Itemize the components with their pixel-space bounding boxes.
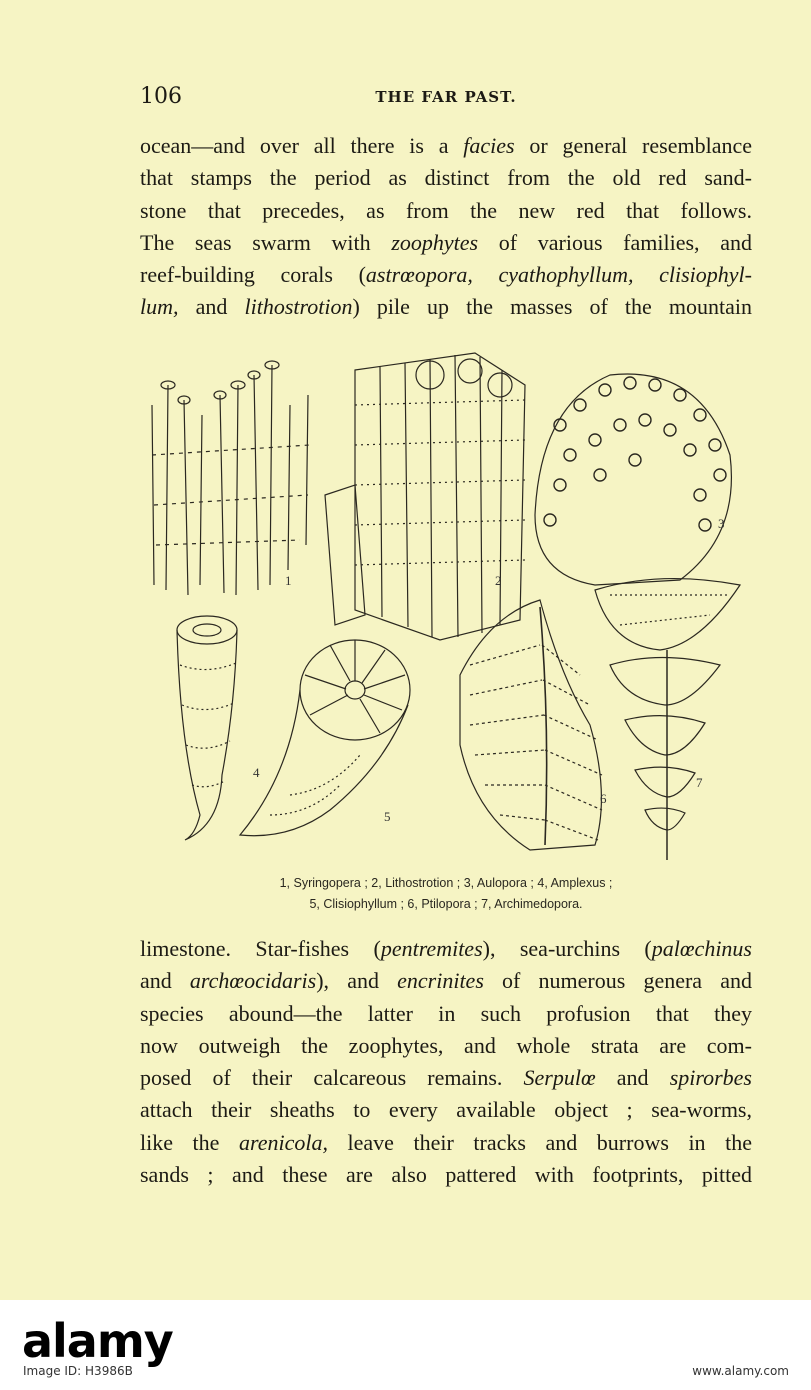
engraving-svg <box>140 345 752 865</box>
aulopora-figure <box>535 374 731 585</box>
figure-label-1: 1 <box>285 573 292 588</box>
text-line: species abound—the latter in such profusion that they <box>140 1000 752 1026</box>
alamy-logo: alamy <box>22 1314 173 1368</box>
lithostrotion-figure <box>325 353 525 640</box>
figure-caption-line-2: 5, Clisiophyllum ; 6, Ptilopora ; 7, Archimedopora. <box>309 897 583 911</box>
text-line: that stamps the period as distinct from the old red sand- <box>140 165 752 191</box>
text-line: sands ; and these are also pattered with footprints, pitted <box>140 1162 752 1188</box>
stock-footer <box>0 1300 811 1390</box>
text-line: stone that precedes, as from the new red that follows. <box>140 197 752 223</box>
text-line: now outweigh the zoophytes, and whole strata are com- <box>140 1032 752 1058</box>
ptilopora-figure <box>460 600 602 850</box>
site-url: www.alamy.com <box>692 1364 789 1378</box>
image-id: Image ID: H3986B <box>23 1364 133 1378</box>
text-line: The seas swarm with zoophytes of various families, and <box>140 229 752 255</box>
top-paragraph <box>140 130 752 324</box>
amplexus-figure <box>177 616 237 840</box>
running-head <box>140 84 752 114</box>
figure-caption-line-1: 1, Syringopera ; 2, Lithostrotion ; 3, Aulopora ; 4, Amplexus ; <box>279 876 613 890</box>
bottom-paragraph <box>140 933 752 1191</box>
text-line: attach their sheaths to every available object ; sea-worms, <box>140 1097 752 1123</box>
figure-label-6: 6 <box>600 791 607 806</box>
clisiophyllum-figure <box>240 640 410 836</box>
page-number: 106 <box>140 84 182 109</box>
text-line: reef-building corals (astrœopora, cyathophyllum, clisiophyl- <box>140 262 752 288</box>
figure-label-3: 3 <box>718 516 725 531</box>
figure-label-7: 7 <box>696 775 703 790</box>
text-line: limestone. Star-fishes (pentremites), sea-urchins (palœchinus <box>140 936 752 961</box>
archimedopora-figure <box>595 579 740 860</box>
figure-label-4: 4 <box>253 765 260 780</box>
figure-label-5: 5 <box>384 809 391 824</box>
fossil-coral-illustration <box>140 345 752 865</box>
text-line: and archœocidaris), and encrinites of numerous genera and <box>140 968 752 994</box>
syringopera-figure <box>152 361 310 595</box>
text-line: like the arenicola, leave their tracks and burrows in the <box>140 1129 752 1155</box>
figure-label-2: 2 <box>495 573 502 588</box>
text-line: posed of their calcareous remains. Serpulœ and spirorbes <box>140 1065 752 1091</box>
running-title: THE FAR PAST. <box>375 88 517 106</box>
text-line: lum, and lithostrotion) pile up the masses of the mountain <box>140 294 753 320</box>
text-line: ocean—and over all there is a facies or general resemblance <box>140 133 752 158</box>
